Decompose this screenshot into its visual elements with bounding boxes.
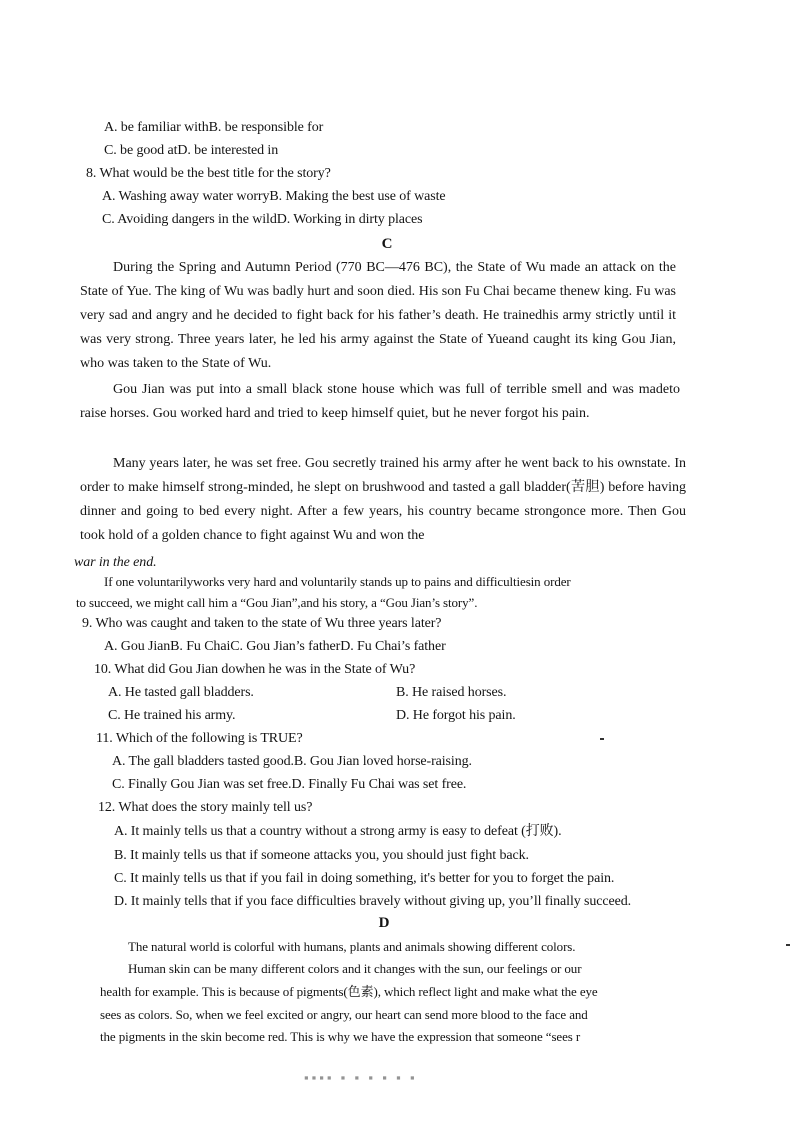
q12-stem: 12. What does the story mainly tell us?: [98, 800, 313, 815]
scan-speck-edge: [786, 944, 790, 946]
q8-option-c-d: C. Avoiding dangers in the wildD. Working in dirty places: [102, 212, 423, 227]
q12-option-b: B. It mainly tells us that if someone attacks you, you should just fight back.: [114, 848, 529, 863]
q10-option-c: C. He trained his army.: [108, 708, 236, 723]
section-c-heading: C: [381, 236, 393, 252]
section-d-paragraph-1: The natural world is colorful with humans, plants and animals showing different colors.: [128, 939, 576, 954]
section-c-paragraph-4-line-2: to succeed, we might call him a “Gou Jian”,and his story, a “Gou Jian’s story”.: [76, 595, 478, 610]
section-d-paragraph-2-line-2: health for example. This is because of pigments(色素), which reflect light and make what the eye: [100, 984, 598, 999]
q12-option-d: D. It mainly tells that if you face difficulties bravely without giving up, you’ll finally succeed.: [114, 894, 632, 909]
q12-option-a: A. It mainly tells us that a country without a strong army is easy to defeat (打败).: [114, 824, 562, 839]
section-d-paragraph-2-line-4: the pigments in the skin become red. This is why we have the expression that someone “sees r: [100, 1029, 581, 1044]
q7-option-a-b: A. be familiar withB. be responsible for: [104, 120, 324, 135]
q10-stem: 10. What did Gou Jian dowhen he was in the State of Wu?: [94, 662, 416, 677]
q10-option-b: B. He raised horses.: [396, 685, 507, 700]
q11-option-c-d: C. Finally Gou Jian was set free.D. Finally Fu Chai was set free.: [112, 777, 467, 792]
section-c-paragraph-1: During the Spring and Autumn Period (770 BC—476 BC), the State of Wu made an attack on the State of Yue. The king of Wu was badly hurt and soon died. His son Fu Chai became thenew king. Fu was very sad and angry and he decided to fight back for his father’s death. He trainedhis army strictly until it was very strong. Three years later, he led his army against the State of Yueand caught its king Gou Jian, who was taken to the State of Wu.: [80, 260, 676, 371]
page-footer-faint: ▪▪▪▪ ▪ ▪ ▪ ▪ ▪ ▪: [304, 1070, 418, 1085]
section-c-paragraph-2: Gou Jian was put into a small black stone house which was full of terrible smell and was madeto raise horses. Gou worked hard and tried to keep himself quiet, but he never forgot his pain.: [80, 382, 680, 421]
q11-option-a-b: A. The gall bladders tasted good.B. Gou Jian loved horse-raising.: [112, 754, 472, 769]
section-c-paragraph-3: Many years later, he was set free. Gou secretly trained his army after he went back to his ownstate. In order to make himself strong-minded, he slept on brushwood and tasted a gall bladder(苦胆) before having dinner and going to bed every night. After a few years, his country became strongonce more. Then Gou took hold of a golden chance to fight against Wu and won the: [80, 456, 686, 543]
section-d-heading: D: [378, 915, 390, 931]
scan-speck: [600, 738, 604, 740]
q9-stem: 9. Who was caught and taken to the state of Wu three years later?: [82, 616, 442, 631]
q9-options: A. Gou JianB. Fu ChaiC. Gou Jian’s fatherD. Fu Chai’s father: [104, 639, 446, 654]
q11-stem: 11. Which of the following is TRUE?: [96, 731, 303, 746]
q8-stem: 8. What would be the best title for the story?: [86, 166, 331, 181]
q7-option-c-d: C. be good atD. be interested in: [104, 143, 279, 158]
section-d-paragraph-2-line-3: sees as colors. So, when we feel excited or angry, our heart can send more blood to the face and: [100, 1007, 588, 1022]
q8-option-a-b: A. Washing away water worryB. Making the best use of waste: [102, 189, 446, 204]
q12-option-c: C. It mainly tells us that if you fail in doing something, it's better for you to forget the pain.: [114, 871, 615, 886]
section-c-paragraph-4-line-1: If one voluntarilyworks very hard and voluntarily stands up to pains and difficultiesin order: [104, 574, 571, 589]
q10-option-a: A. He tasted gall bladders.: [108, 685, 254, 700]
section-d-paragraph-2-line-1: Human skin can be many different colors and it changes with the sun, our feelings or our: [128, 961, 582, 976]
section-c-paragraph-3-tail: war in the end.: [74, 555, 157, 570]
q10-option-d: D. He forgot his pain.: [396, 708, 516, 723]
